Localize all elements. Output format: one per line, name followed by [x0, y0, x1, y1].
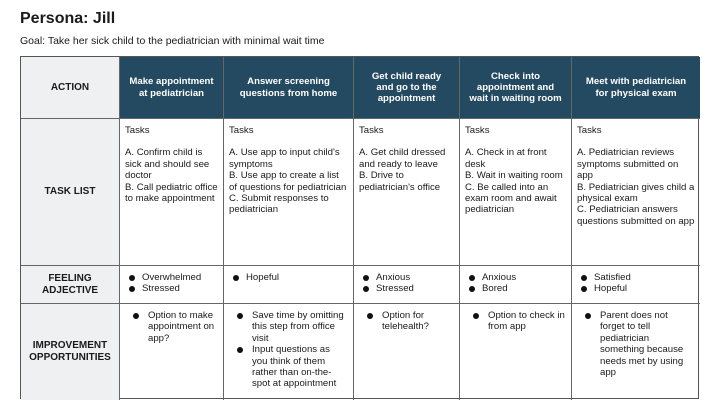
- journey-map-table: [20, 56, 699, 399]
- task-cell: [120, 119, 224, 266]
- task-item: B. Pediatrician gives child a physical exam: [577, 181, 695, 205]
- task-cell: [354, 119, 460, 266]
- feeling-item: Overwhelmed: [126, 272, 217, 283]
- stage-header: Meet with pediatrician for physical exam: [572, 57, 700, 119]
- row-header-improvement-opportunities: IMPROVEMENT OPPORTUNITIES: [21, 304, 120, 400]
- feeling-item: Hopeful: [578, 283, 694, 294]
- tasks-label: Tasks: [229, 125, 254, 136]
- opportunity-cell: [354, 304, 460, 400]
- task-item: A. Get child dressed and ready to leave: [359, 147, 446, 170]
- opportunity-item: Input questions as you think of them rather than on-the-spot at appointment: [234, 344, 347, 390]
- task-item: B. Use app to create a list of questions for pediatrician: [229, 170, 347, 193]
- tasks-label: Tasks: [465, 125, 490, 136]
- feeling-item: Hopeful: [230, 272, 347, 283]
- feeling-cell: [572, 266, 700, 304]
- stage-header: Check into appointment and wait in waiting room: [460, 57, 572, 119]
- feeling-cell: [460, 266, 572, 304]
- opportunity-item: Save time by omitting this step from office visit: [234, 310, 347, 344]
- task-cell: [224, 119, 354, 266]
- feeling-cell: [224, 266, 354, 304]
- task-item: A. Pediatrician reviews symptoms submitted on app: [577, 147, 679, 182]
- task-item: B. Drive to pediatrician's office: [359, 170, 441, 193]
- task-item: A. Use app to input child's symptoms: [229, 147, 340, 170]
- persona-goal: Goal: Take her sick child to the pediatrician with minimal wait time: [20, 35, 325, 47]
- row-header-task-list: TASK LIST: [21, 119, 120, 266]
- opportunity-cell: [224, 304, 354, 400]
- stage-header: Answer screening questions from home: [224, 57, 354, 119]
- feeling-cell: [120, 266, 224, 304]
- feeling-item: Bored: [466, 283, 565, 294]
- opportunity-item: Option for telehealth?: [364, 310, 453, 333]
- opportunity-cell: [572, 304, 700, 400]
- feeling-item: Anxious: [360, 272, 453, 283]
- opportunity-item: Option to check in from app: [470, 310, 565, 333]
- feeling-item: Stressed: [360, 283, 453, 294]
- task-item: A. Confirm child is sick and should see doctor: [125, 147, 210, 182]
- opportunity-cell: [460, 304, 572, 400]
- tasks-label: Tasks: [577, 125, 602, 136]
- feeling-item: Anxious: [466, 272, 565, 283]
- opportunity-cell: [120, 304, 224, 400]
- tasks-label: Tasks: [125, 125, 150, 136]
- opportunity-item: Parent does not forget to tell pediatrician something because needs met by using app: [582, 310, 694, 378]
- task-item: C. Submit responses to pediatrician: [229, 193, 329, 216]
- row-header-action: ACTION: [21, 57, 120, 119]
- task-item: C. Pediatrician answers questions submitted on app: [577, 204, 695, 227]
- feeling-cell: [354, 266, 460, 304]
- task-cell: [572, 119, 700, 266]
- persona-title: Persona: Jill: [20, 10, 116, 27]
- row-header-feeling-adjective: FEELING ADJECTIVE: [21, 266, 120, 304]
- task-item: A. Check in at front desk: [465, 147, 547, 170]
- task-item: B. Wait in waiting room: [465, 170, 563, 182]
- stage-header: Make appointment at pediatrician: [120, 57, 224, 119]
- task-cell: [460, 119, 572, 266]
- opportunity-item: Option to make appointment on app?: [130, 310, 217, 344]
- feeling-item: Satisfied: [578, 272, 694, 283]
- task-item: B. Call pediatric office to make appointment: [125, 181, 218, 205]
- task-item: C. Be called into an exam room and await pediatrician: [465, 181, 557, 216]
- tasks-label: Tasks: [359, 125, 384, 136]
- feeling-item: Stressed: [126, 283, 217, 294]
- stage-header: Get child ready and go to the appointment: [354, 57, 460, 119]
